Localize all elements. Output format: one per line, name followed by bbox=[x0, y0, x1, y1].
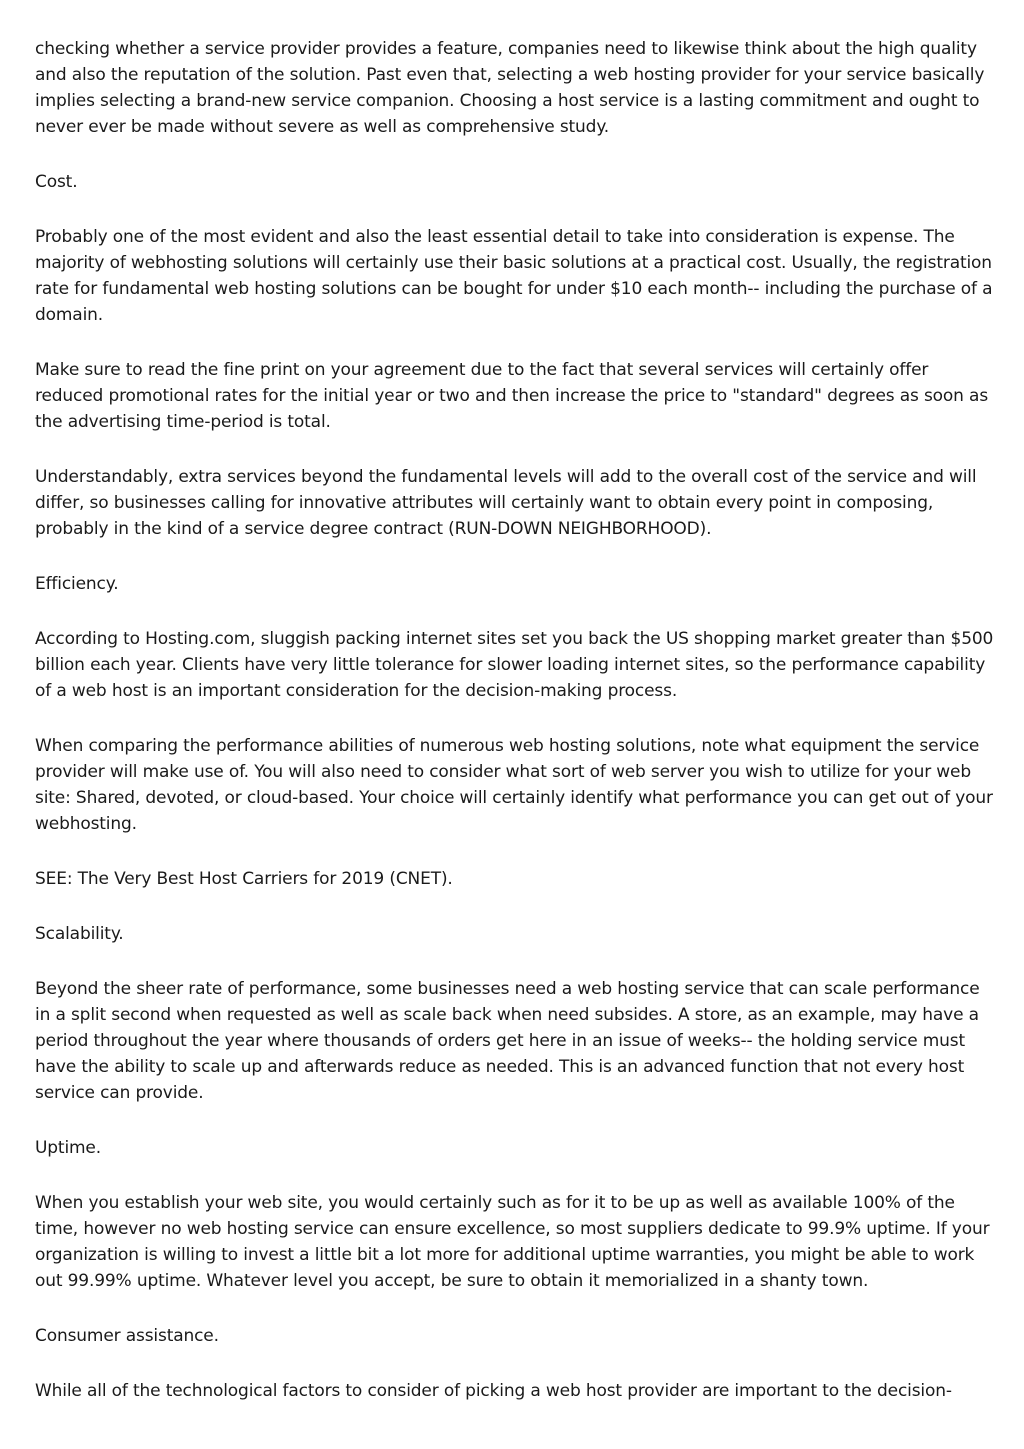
paragraph-cost-1: Probably one of the most evident and also the least essential detail to take into consideration is expense. The majority of webhosting solutions will certainly use their basic solutions at a practical cost. Usually, the registration rate for fundamental web hosting solutions can be bought for under $10 each month-- including the purchase of a domain. bbox=[35, 227, 993, 325]
section-heading-cost: Cost. bbox=[35, 172, 78, 192]
paragraph-consumer-assistance: While all of the technological factors to consider of picking a web host provider are important to the decision- bbox=[35, 1381, 952, 1401]
paragraph-intro: checking whether a service provider provides a feature, companies need to likewise think about the high quality and also the reputation of the solution. Past even that, selecting a web hosting provider for your service basically implies selecting a brand-new service companion. Choosing a host service is a lasting commitment and ought to never ever be made without severe as well as comprehensive study. bbox=[35, 39, 985, 137]
paragraph-efficiency-1: According to Hosting.com, sluggish packing internet sites set you back the US shopping market greater than $500 billion each year. Clients have very little tolerance for slower loading internet sites, so the performance capability of a web host is an important consideration for the decision-making process. bbox=[35, 629, 994, 701]
section-heading-consumer-assistance: Consumer assistance. bbox=[35, 1326, 219, 1346]
paragraph-efficiency-2: When comparing the performance abilities of numerous web hosting solutions, note what equipment the service provider will make use of. You will also need to consider what sort of web server you wish to utilize for your web site: Shared, devoted, or cloud-based. Your choice will certainly identify what performance you can get out of your webhosting. bbox=[35, 736, 993, 834]
paragraph-cost-2: Make sure to read the fine print on your agreement due to the fact that several services will certainly offer reduced promotional rates for the initial year or two and then increase the price to "standard" degrees as soon as the advertising time-period is total. bbox=[35, 360, 989, 432]
paragraph-cost-3: Understandably, extra services beyond the fundamental levels will add to the overall cost of the service and will differ, so businesses calling for innovative attributes will certainly want to obtain every point in composing, probably in the kind of a service degree contract (RUN-DOWN NEIGHBORHOOD). bbox=[35, 467, 977, 539]
section-heading-efficiency: Efficiency. bbox=[35, 574, 119, 594]
section-heading-uptime: Uptime. bbox=[35, 1138, 101, 1158]
paragraph-see-reference: SEE: The Very Best Host Carriers for 2019 (CNET). bbox=[35, 869, 453, 889]
paragraph-uptime: When you establish your web site, you would certainly such as for it to be up as well as available 100% of the time, however no web hosting service can ensure excellence, so most suppliers dedicate to 99.9% uptime. If your organization is willing to invest a little bit a lot more for additional uptime warranties, you might be able to work out 99.99% uptime. Whatever level you accept, be sure to obtain it memorialized in a shanty town. bbox=[35, 1193, 990, 1291]
paragraph-scalability: Beyond the sheer rate of performance, some businesses need a web hosting service that can scale performance in a split second when requested as well as scale back when need subsides. A store, as an example, may have a period throughout the year where thousands of orders get here in an issue of weeks-- the holding service must have the ability to scale up and afterwards reduce as needed. This is an advanced function that not every host service can provide. bbox=[35, 979, 980, 1103]
document-page bbox=[35, 36, 995, 1433]
section-heading-scalability: Scalability. bbox=[35, 924, 124, 944]
